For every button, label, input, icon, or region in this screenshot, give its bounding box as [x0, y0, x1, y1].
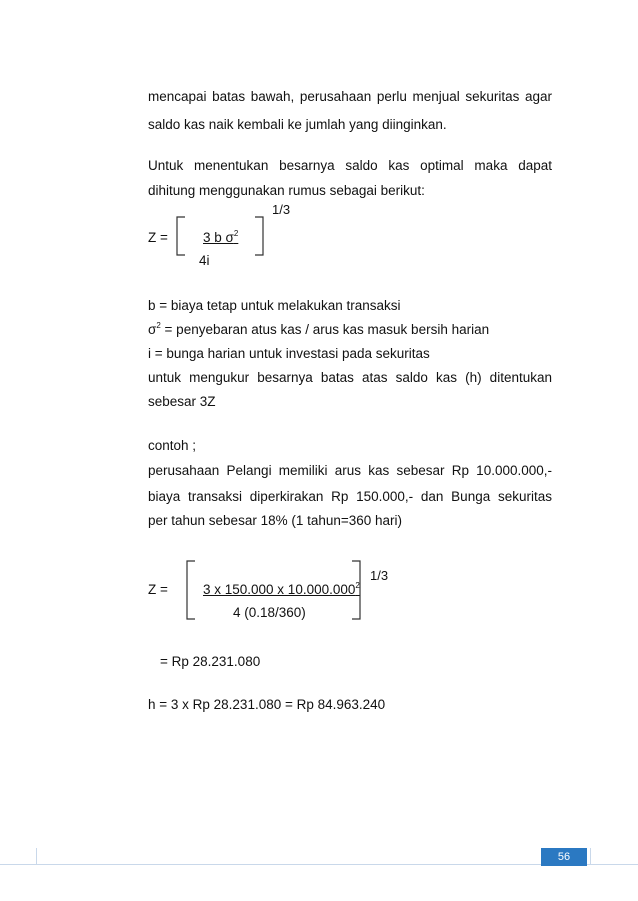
paragraph-2-line-2: dihitung menggunakan rumus sebagai berikut: — [148, 183, 425, 198]
example-line-2: biaya transaksi diperkirakan Rp 150.000,- dan Bunga sekuritas — [148, 489, 552, 504]
example-line-1: perusahaan Pelangi memiliki arus kas sebesar Rp 10.000.000,- — [148, 463, 552, 478]
formula-1-right-bracket — [254, 216, 264, 256]
formula-2-right-bracket — [351, 560, 361, 620]
footer-tick-right — [590, 848, 591, 864]
example-line-3: per tahun sebesar 18% (1 tahun=360 hari) — [148, 513, 403, 528]
formula-2-exponent: 1/3 — [370, 568, 389, 583]
formula-2-lhs: Z = — [148, 582, 168, 597]
example-heading: contoh ; — [148, 438, 197, 453]
formula-1-left-bracket — [176, 216, 186, 256]
definition-b: b = biaya tetap untuk melakukan transaksi — [148, 298, 401, 313]
formula-1-lhs: Z = — [148, 230, 168, 245]
result-h: h = 3 x Rp 28.231.080 = Rp 84.963.240 — [148, 697, 386, 712]
definition-h-line-2: sebesar 3Z — [148, 394, 216, 409]
page-number: 56 — [557, 851, 571, 863]
paragraph-1-line-2: saldo kas naik kembali ke jumlah yang diinginkan. — [148, 117, 447, 132]
formula-2-left-bracket — [186, 560, 196, 620]
definition-i: i = bunga harian untuk investasi pada sekuritas — [148, 346, 430, 361]
formula-2-denominator: 4 (0.18/360) — [233, 605, 306, 620]
page-number-badge — [541, 848, 587, 866]
result-z: = Rp 28.231.080 — [160, 654, 261, 669]
formula-1-denominator: 4i — [199, 253, 210, 268]
formula-1-numerator: 3 b $\sigma^2$ — [203, 229, 239, 245]
formula-2-numerator: 3 x 150.000 x 10.000.000$^2$ — [203, 581, 360, 597]
footer-tick-left — [36, 848, 37, 864]
definition-sigma: $\sigma^2$ = penyebaran atus kas / arus kas masuk bersih harian — [148, 321, 490, 337]
paragraph-2-line-1: Untuk menentukan besarnya saldo kas optimal maka dapat — [148, 158, 552, 173]
definition-h-line-1: untuk mengukur besarnya batas atas saldo kas (h) ditentukan — [148, 370, 552, 385]
formula-1-exponent: 1/3 — [272, 202, 291, 217]
paragraph-1-line-1: mencapai batas bawah, perusahaan perlu menjual sekuritas agar — [148, 89, 552, 104]
